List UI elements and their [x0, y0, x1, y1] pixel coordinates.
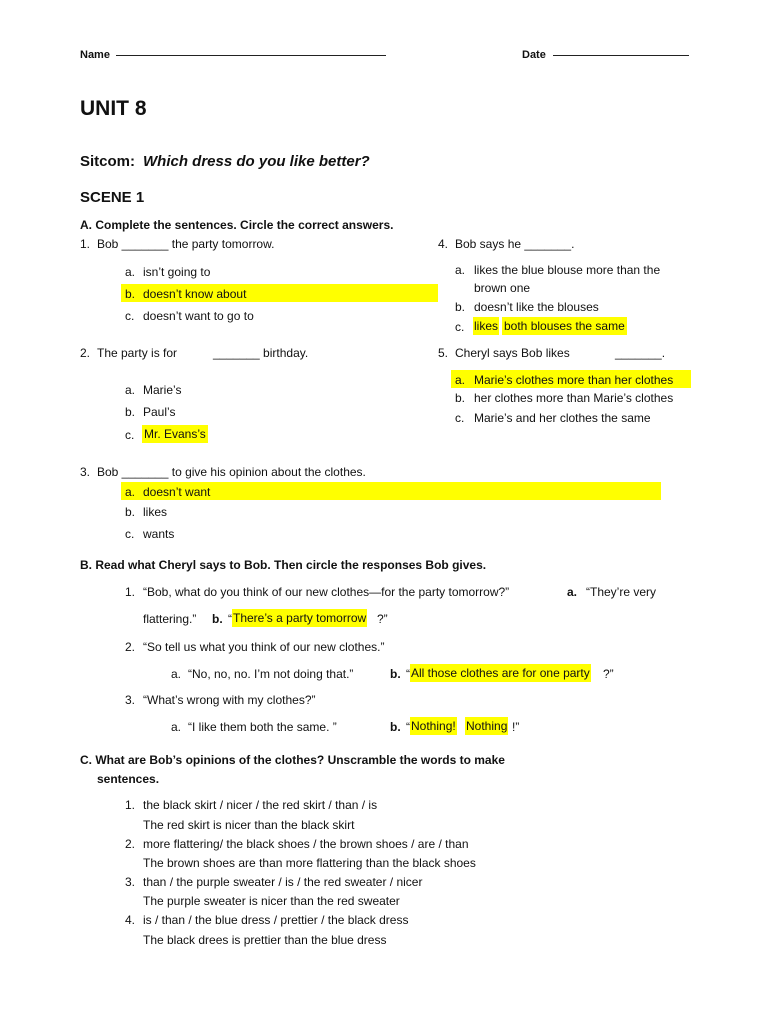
qa2-opt-c-letter[interactable]: c.: [125, 428, 135, 442]
qa4-prompt: Bob says he _______.: [455, 237, 575, 251]
qc1-number: 1.: [125, 798, 136, 812]
qb2-opt-b-text[interactable]: All those clothes are for one party: [411, 666, 590, 680]
qa4-opt-c-letter[interactable]: c.: [455, 320, 465, 334]
section-c-instructions-line-2: sentences.: [97, 772, 160, 786]
qb1-opt-b-text[interactable]: There’s a party tomorrow: [233, 611, 367, 625]
qc1-prompt: the black skirt / nicer / the red skirt / than / is: [143, 798, 378, 812]
qb1-opt-a-letter[interactable]: a.: [567, 585, 578, 599]
qc2-number: 2.: [125, 837, 136, 851]
qa1-number: 1.: [80, 237, 91, 251]
qb2-opt-b-open: “: [406, 667, 410, 681]
qb1-quote: “Bob, what do you think of our new clothes—for the party tomorrow?”: [143, 585, 510, 599]
qa4-opt-a-text-2[interactable]: brown one: [474, 281, 531, 295]
qa1-opt-a-letter[interactable]: a.: [125, 265, 136, 279]
qb3-quote: “What’s wrong with my clothes?”: [143, 693, 316, 707]
qc3-answer[interactable]: The purple sweater is nicer than the red sweater: [143, 894, 400, 908]
sitcom-title: Which dress do you like better?: [143, 153, 370, 170]
date-label: Date: [522, 49, 546, 61]
qc4-number: 4.: [125, 913, 136, 927]
qa3-number: 3.: [80, 465, 91, 479]
qc1-answer[interactable]: The red skirt is nicer than the black skirt: [143, 818, 355, 832]
qa5-opt-a-letter[interactable]: a.: [455, 373, 466, 387]
qa1-opt-c-letter[interactable]: c.: [125, 309, 135, 323]
name-label: Name: [80, 49, 110, 61]
qc3-number: 3.: [125, 875, 136, 889]
section-b-instructions: B. Read what Cheryl says to Bob. Then circle the responses Bob gives.: [80, 558, 487, 572]
qa1-opt-b-letter[interactable]: b.: [125, 287, 136, 301]
qa4-opt-c-text-b[interactable]: both blouses the same: [504, 319, 625, 333]
qa5-opt-c-letter[interactable]: c.: [455, 411, 465, 425]
qb2-opt-b-close: ?”: [603, 667, 614, 681]
qb3-opt-b-letter[interactable]: b.: [390, 720, 401, 734]
qa2-opt-b-letter[interactable]: b.: [125, 405, 136, 419]
scene-title: SCENE 1: [80, 189, 145, 206]
qa5-opt-b-text[interactable]: her clothes more than Marie’s clothes: [474, 391, 674, 405]
qb1-number: 1.: [125, 585, 136, 599]
qa4-opt-a-text-1[interactable]: likes the blue blouse more than the: [474, 263, 661, 277]
qa4-opt-b-text[interactable]: doesn’t like the blouses: [474, 300, 599, 314]
qc2-answer[interactable]: The brown shoes are than more flattering than the black shoes: [143, 856, 476, 870]
qb3-opt-b-text-1[interactable]: Nothing!: [411, 719, 456, 733]
qb2-number: 2.: [125, 640, 136, 654]
qb2-opt-a-text[interactable]: “No, no, no. I’m not doing that.”: [188, 667, 354, 681]
qa5-number: 5.: [438, 346, 449, 360]
qb3-opt-b-open: “: [406, 720, 410, 734]
qa2-opt-c-text[interactable]: Mr. Evans’s: [144, 427, 206, 441]
qa4-opt-b-letter[interactable]: b.: [455, 300, 466, 314]
qa2-prompt-end: _______ birthday.: [213, 346, 309, 360]
qa3-opt-b-letter[interactable]: b.: [125, 505, 136, 519]
qc2-prompt: more flattering/ the black shoes / the brown shoes / are / than: [143, 837, 469, 851]
name-line[interactable]: [116, 55, 386, 56]
qa3-prompt: Bob _______ to give his opinion about the clothes.: [97, 465, 366, 479]
qb3-opt-b-close: !”: [512, 720, 520, 734]
sitcom-label: Sitcom:: [80, 153, 136, 170]
qb3-opt-a-text[interactable]: “I like them both the same. ”: [188, 720, 337, 734]
qa5-opt-a-text[interactable]: Marie’s clothes more than her clothes: [474, 373, 674, 387]
qa4-opt-a-letter[interactable]: a.: [455, 263, 466, 277]
qc4-answer[interactable]: The black drees is prettier than the blue dress: [143, 933, 387, 947]
qa3-opt-a-text[interactable]: doesn’t want: [143, 485, 211, 499]
qa3-opt-a-letter[interactable]: a.: [125, 485, 136, 499]
qa5-opt-b-letter[interactable]: b.: [455, 391, 466, 405]
qa1-prompt: Bob _______ the party tomorrow.: [97, 237, 275, 251]
qb1-opt-b-open: “: [228, 612, 232, 626]
qb1-opt-b-letter[interactable]: b.: [212, 612, 223, 626]
qa2-opt-a-letter[interactable]: a.: [125, 383, 136, 397]
qa2-number: 2.: [80, 346, 91, 360]
qb2-quote: “So tell us what you think of our new clothes.”: [143, 640, 385, 654]
qb3-number: 3.: [125, 693, 136, 707]
section-c-instructions-line-1: C. What are Bob’s opinions of the clothes? Unscramble the words to make: [80, 753, 505, 767]
qa3-opt-b-text[interactable]: likes: [143, 505, 168, 519]
qa5-opt-c-text[interactable]: Marie’s and her clothes the same: [474, 411, 651, 425]
qa3-opt-c-letter[interactable]: c.: [125, 527, 135, 541]
qb1-opt-a-text-2[interactable]: flattering.”: [143, 612, 197, 626]
section-a-instructions: A. Complete the sentences. Circle the correct answers.: [80, 218, 394, 232]
qa2-prompt-start: The party is for: [97, 346, 178, 360]
qa1-opt-a-text[interactable]: isn’t going to: [143, 265, 211, 279]
qb2-opt-a-letter[interactable]: a.: [171, 667, 182, 681]
qb3-opt-a-letter[interactable]: a.: [171, 720, 182, 734]
qc3-prompt: than / the purple sweater / is / the red sweater / nicer: [143, 875, 423, 889]
unit-title: UNIT 8: [80, 97, 147, 120]
qa5-prompt-start: Cheryl says Bob likes: [455, 346, 570, 360]
qa2-opt-a-text[interactable]: Marie’s: [143, 383, 182, 397]
qb3-opt-b-text-2[interactable]: Nothing: [466, 719, 508, 733]
qa1-opt-c-text[interactable]: doesn’t want to go to: [143, 309, 254, 323]
qb1-opt-a-text-1[interactable]: “They’re very: [586, 585, 657, 599]
qb2-opt-b-letter[interactable]: b.: [390, 667, 401, 681]
qa5-prompt-end: _______.: [615, 346, 666, 360]
qa2-opt-b-text[interactable]: Paul’s: [143, 405, 176, 419]
qa1-opt-b-text[interactable]: doesn’t know about: [143, 287, 247, 301]
date-line[interactable]: [553, 55, 689, 56]
qa3-opt-c-text[interactable]: wants: [143, 527, 175, 541]
qa4-number: 4.: [438, 237, 449, 251]
qc4-prompt: is / than / the blue dress / prettier / the black dress: [143, 913, 409, 927]
qb1-opt-b-close: ?”: [377, 612, 388, 626]
qa4-opt-c-text-a[interactable]: likes: [474, 319, 499, 333]
